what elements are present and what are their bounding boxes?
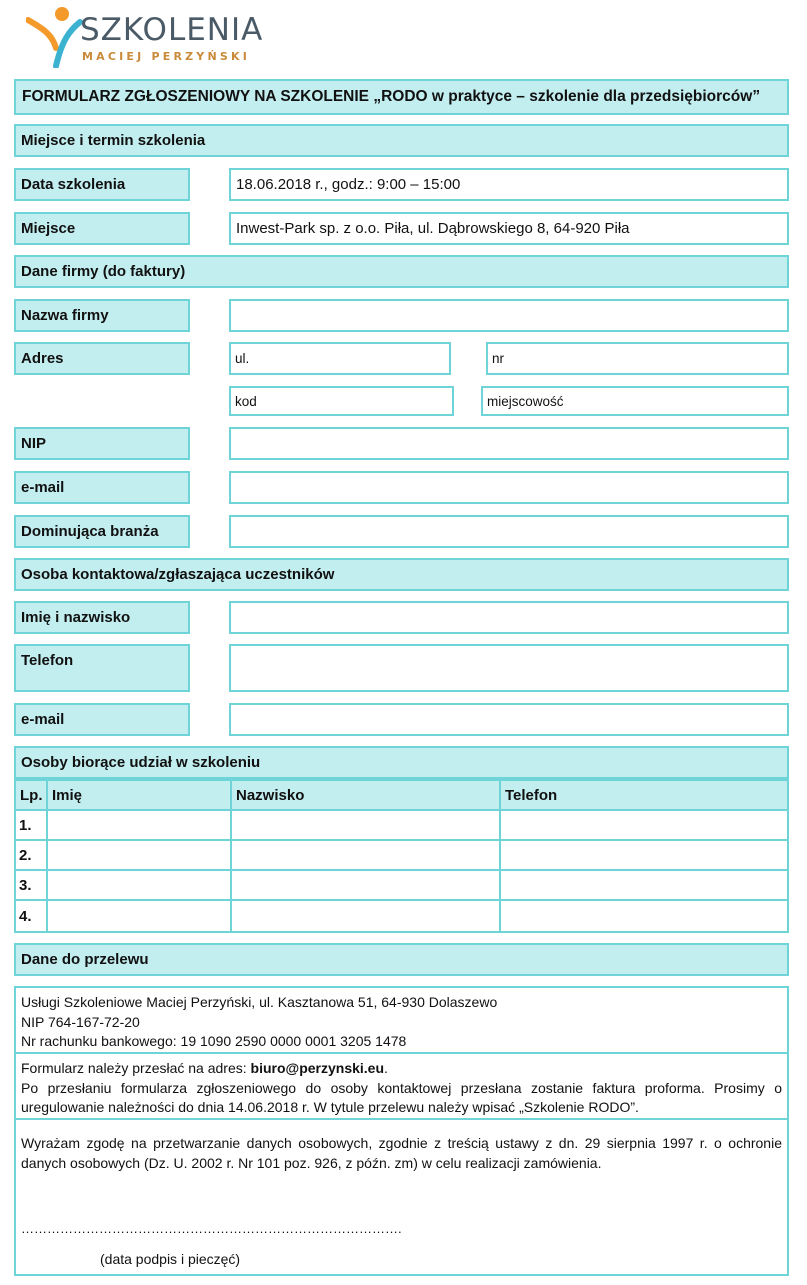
consent-text: Wyrażam zgodę na przetwarzanie danych osobowych, zgodnie z treścią ustawy z dn. 29 sierpnia 1997 r. o ochronie danych osobowych (Dz. U. 2002 r. Nr 101 poz. 926, z późn. zm) w celu realizacji zamówienia. <box>21 1135 782 1171</box>
contact-email-label: e-mail <box>14 703 190 736</box>
number-field-label: nr <box>492 351 505 366</box>
participant-phone-field[interactable] <box>501 901 787 931</box>
form-title: FORMULARZ ZGŁOSZENIOWY NA SZKOLENIE „RODO w praktyce – szkolenie dla przedsiębiorców” <box>14 79 789 115</box>
participant-last-name-field[interactable] <box>232 841 501 871</box>
city-field[interactable] <box>481 386 789 416</box>
section-participants-header: Osoby biorące udział w szkoleniu <box>14 746 789 779</box>
payment-account-number: Nr rachunku bankowego: 19 1090 2590 0000 0001 3205 1478 <box>21 1033 407 1049</box>
participant-last-name-field[interactable] <box>232 811 501 841</box>
company-email-field[interactable] <box>229 471 789 504</box>
date-value: 18.06.2018 r., godz.: 9:00 – 15:00 <box>229 168 789 201</box>
notice-block <box>16 1054 787 1120</box>
section-company-header: Dane firmy (do faktury) <box>14 255 789 288</box>
participant-first-name-field[interactable] <box>48 871 232 901</box>
payment-details <box>16 988 787 1054</box>
participant-phone-field[interactable] <box>501 841 787 871</box>
industry-label: Dominująca branża <box>14 515 190 548</box>
notice-text: Po przesłaniu formularza zgłoszeniowego do osoby kontaktowej przesłana zostanie faktura proforma. Prosimy o uregulowanie należności do dnia 14.06.2018 r. W tytule przelewu należy wpisać „Szkolenie RODO”. <box>21 1079 782 1115</box>
company-name-label: Nazwa firmy <box>14 299 190 332</box>
postcode-field-label: kod <box>235 393 257 409</box>
column-header-first-name: Imię <box>48 781 232 811</box>
payment-nip: NIP 764-167-72-20 <box>21 1013 140 1030</box>
place-value: Inwest-Park sp. z o.o. Piła, ul. Dąbrowskiego 8, 64-920 Piła <box>229 212 789 245</box>
industry-field[interactable] <box>229 515 789 548</box>
logo-figure-icon <box>26 6 88 68</box>
notice-send-suffix: . <box>384 1060 388 1076</box>
contact-name-label: Imię i nazwisko <box>14 601 190 634</box>
participants-table <box>14 779 789 933</box>
payment-and-consent-box <box>14 986 789 1276</box>
signature-caption: (data podpis i pieczęć) <box>100 1251 241 1267</box>
number-field[interactable] <box>486 342 789 375</box>
city-field-label: miejscowość <box>487 393 564 409</box>
participant-first-name-field[interactable] <box>48 841 232 871</box>
contact-email-field[interactable] <box>229 703 789 736</box>
row-number: 2. <box>16 841 48 871</box>
row-number: 4. <box>16 901 48 931</box>
row-number: 3. <box>16 871 48 901</box>
contact-name-field[interactable] <box>229 601 789 634</box>
company-email-label: e-mail <box>14 471 190 504</box>
contact-phone-field[interactable] <box>229 644 789 692</box>
street-field[interactable] <box>229 342 451 375</box>
nip-field[interactable] <box>229 427 789 460</box>
logo-title: SZKOLENIA <box>80 12 264 48</box>
place-label: Miejsce <box>14 212 190 245</box>
column-header-last-name: Nazwisko <box>232 781 501 811</box>
nip-label: NIP <box>14 427 190 460</box>
postcode-field[interactable] <box>229 386 454 416</box>
contact-phone-label: Telefon <box>14 644 190 692</box>
participant-first-name-field[interactable] <box>48 901 232 931</box>
date-label: Data szkolenia <box>14 168 190 201</box>
notice-email-link[interactable]: biuro@perzynski.eu <box>250 1060 385 1076</box>
participant-phone-field[interactable] <box>501 871 787 901</box>
participant-last-name-field[interactable] <box>232 901 501 931</box>
section-contact-header: Osoba kontaktowa/zgłaszająca uczestników <box>14 558 789 591</box>
signature-dots: ……………………………………………………………………………. <box>21 1221 402 1236</box>
address-label: Adres <box>14 342 190 375</box>
street-field-label: ul. <box>235 351 250 366</box>
logo-subtitle: MACIEJ PERZYŃSKI <box>82 50 250 63</box>
payment-recipient: Usługi Szkoleniowe Maciej Perzyński, ul. Kasztanowa 51, 64-930 Dolaszewo <box>21 994 498 1010</box>
notice-send-prefix: Formularz należy przesłać na adres: <box>21 1060 251 1076</box>
participant-first-name-field[interactable] <box>48 811 232 841</box>
company-name-field[interactable] <box>229 299 789 332</box>
column-header-phone: Telefon <box>501 781 787 811</box>
section-term-header: Miejsce i termin szkolenia <box>14 124 789 157</box>
row-number: 1. <box>16 811 48 841</box>
section-payment-header: Dane do przelewu <box>14 943 789 976</box>
participant-phone-field[interactable] <box>501 811 787 841</box>
participant-last-name-field[interactable] <box>232 871 501 901</box>
column-header-lp: Lp. <box>16 781 48 811</box>
